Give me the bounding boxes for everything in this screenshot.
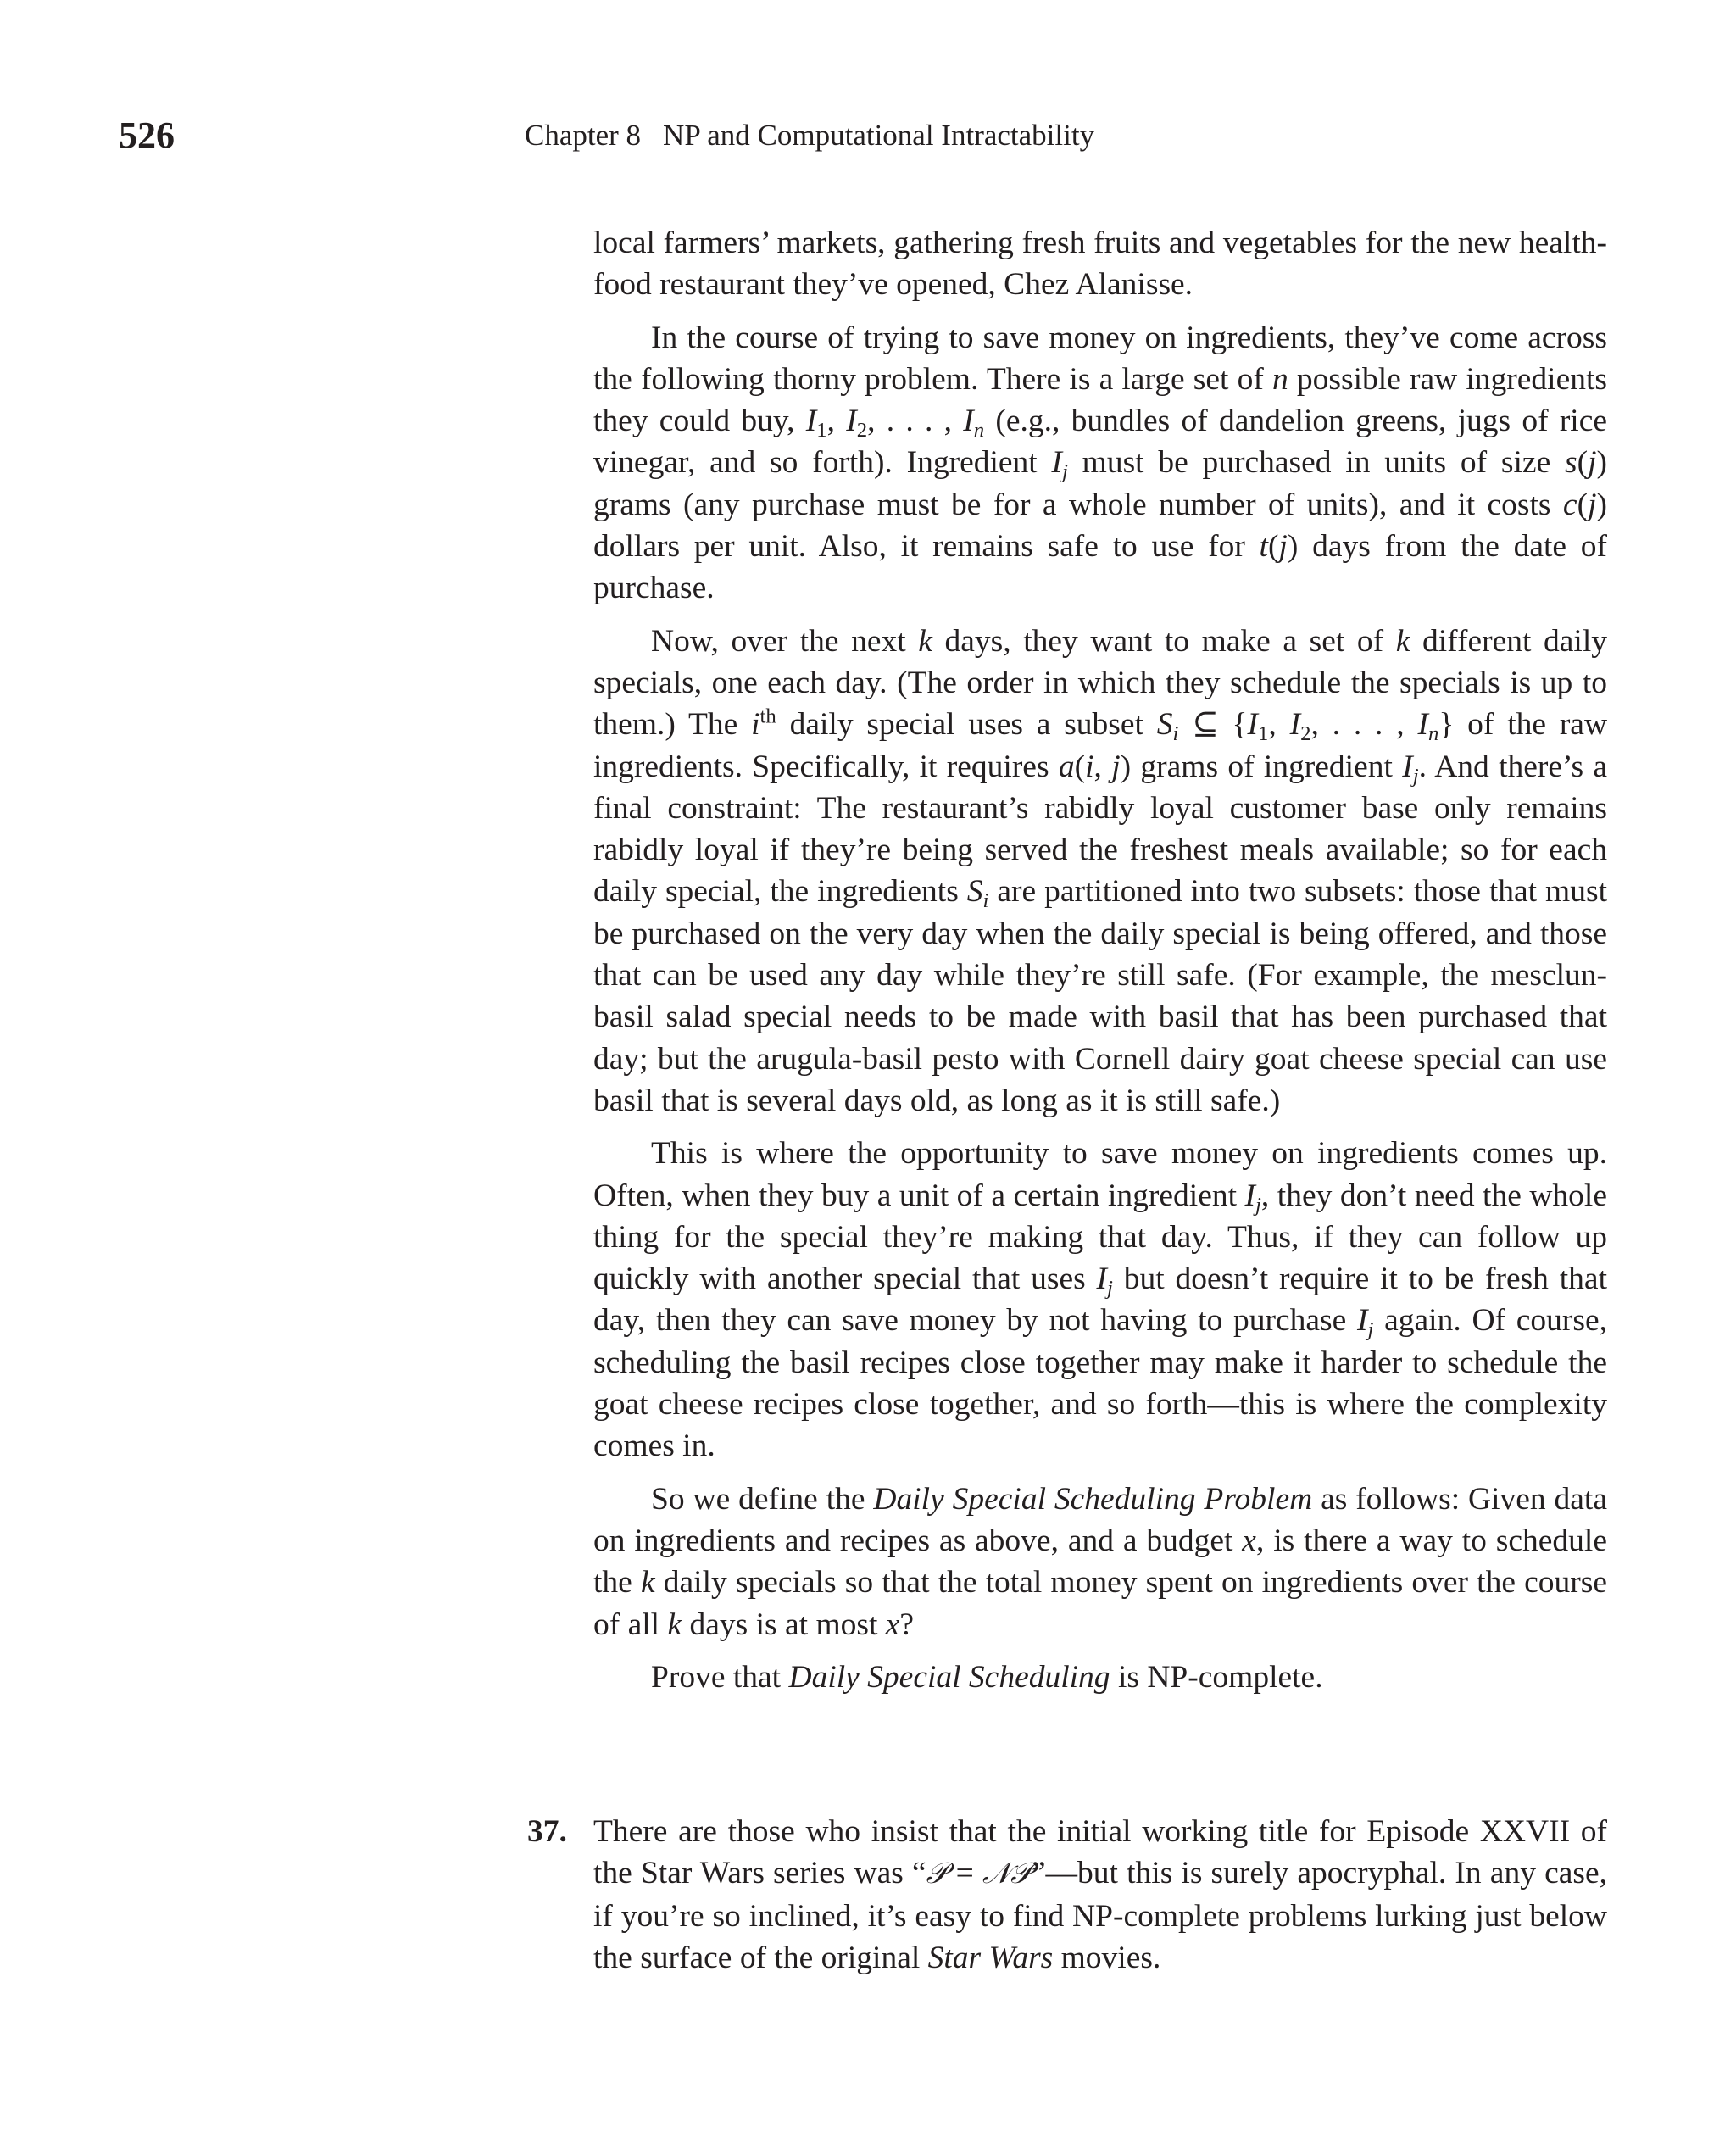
problem-name: Daily Special Scheduling Problem	[873, 1481, 1313, 1517]
paragraph-3: Now, over the next k days, they want to make a set of k different daily specials, one each day. (The order in which they schedule the specials is up to them.) The $i^{th}$ daily special uses a subset $S_i$ ⊆ {$I_1$, $I_2$, . . . , $I_n$} of the raw ingredients. Specifically, it requires a(i, j) grams of ingredient $I_j$. And there’s a final constraint: The restaurant’s rabidly loyal customer base only remains rabidly loyal if they’re being served the freshest meals available; so for each daily special, the ingredients $S_i$ are partitioned into two subsets: those that must be purchased on the very day when the daily special is being offered, and those that can be used any day while they’re still safe. (For example, the mesclun-basil salad special needs to be made with basil that has been purchased that day; but the arugula-basil pesto with Cornell dairy goat cheese special can use basil that is several days old, as long as it is still safe.)	[593, 623, 1608, 1118]
paragraph-6: Prove that Daily Special Scheduling is NP-complete.	[651, 1659, 1323, 1695]
chapter-label: Chapter 8	[525, 119, 642, 152]
exercise-37	[527, 1811, 1607, 1979]
paragraph-1: local farmers’ markets, gathering fresh fruits and vegetables for the new health-food restaurant they’ve opened, Chez Alanisse.	[593, 226, 1607, 303]
star-wars-title: Star Wars	[927, 1940, 1054, 1975]
main-text	[593, 222, 1607, 1709]
page-number: 526	[119, 114, 175, 156]
paragraph-4: This is where the opportunity to save money on ingredients comes up. Often, when they buy a unit of a certain ingredient $I_j$, they don’t need the whole thing for the special they’re making that day. Thus, if they can follow up quickly with another special that uses $I_j$ but doesn’t require it to be fresh that day, then they can save money by not having to purchase $I_j$ again. Of course, scheduling the basil recipes close together may make it harder to schedule the goat cheese recipes close together, and so forth—this is where the complexity comes in.	[593, 1136, 1608, 1464]
running-head	[525, 115, 1094, 156]
problem-name-short: Daily Special Scheduling	[788, 1659, 1110, 1695]
paragraph-2: In the course of trying to save money on ingredients, they’ve come across the following thorny problem. There is a large set of n possible raw ingredients they could buy, $I_1$, $I_2$, . . . , $I_n$ (e.g., bundles of dandelion greens, jugs of rice vinegar, and so forth). Ingredient $I_j$ must be purchased in units of size s(j) grams (any purchase must be for a whole number of units), and it costs c(j) dollars per unit. Also, it remains safe to use for t(j) days from the date of purchase.	[593, 320, 1608, 606]
paragraph-5: So we define the Daily Special Scheduling Problem as follows: Given data on ingredients and recipes as above, and a budget x, is there a way to schedule the k daily specials so that the total money spent on ingredients over the course of all k days is at most x?	[593, 1481, 1607, 1642]
chapter-title: NP and Computational Intractability	[663, 119, 1095, 152]
exercise-number: 37.	[527, 1814, 567, 1849]
exercise-37-text: There are those who insist that the initial working title for Episode XXVII of the Star Wars series was “𝒫 = 𝒩𝒫”—but this is surely apocryphal. In any case, if you’re so inclined, it’s easy to find NP-complete problems lurking just below the surface of the original Star Wars movies.	[593, 1814, 1607, 1975]
